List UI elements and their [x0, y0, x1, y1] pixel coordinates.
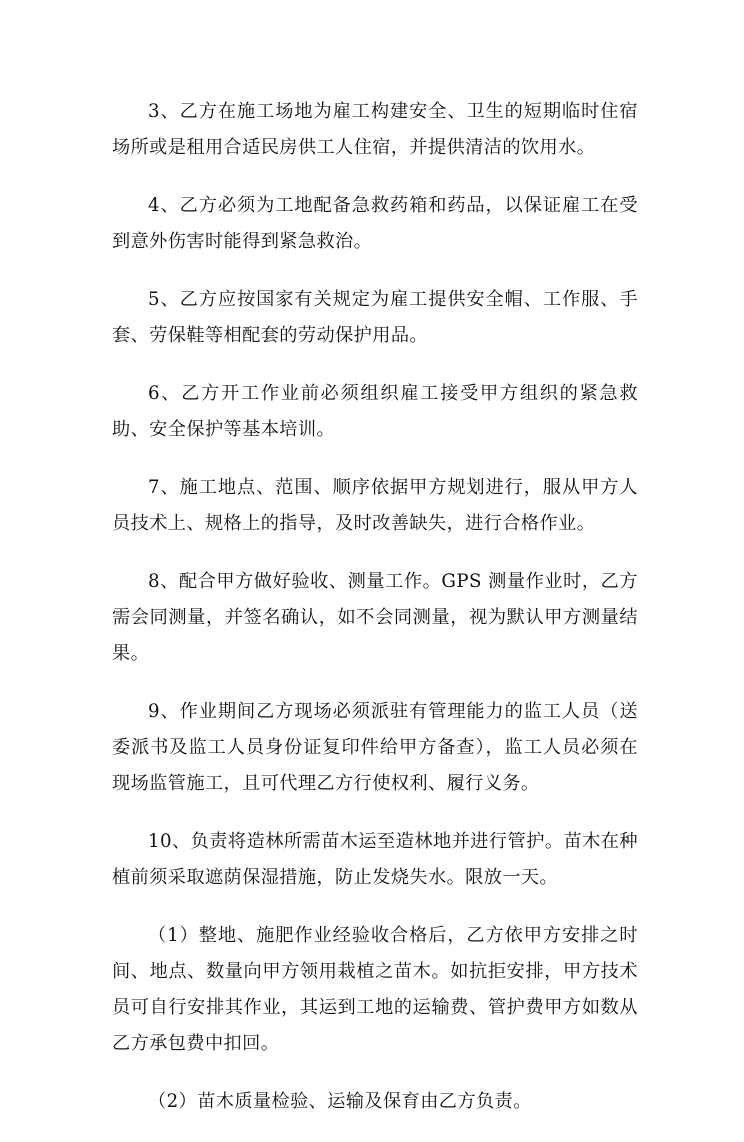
paragraph-item-6: 6、乙方开工作业前必须组织雇工接受甲方组织的紧急救助、安全保护等基本培训。 [112, 383, 638, 440]
paragraph-item-7: 7、施工地点、范围、顺序依据甲方规划进行，服从甲方人员技术上、规格上的指导，及时改善缺失，进行合格作业。 [112, 477, 638, 534]
paragraph-item-9: 9、作业期间乙方现场必须派驻有管理能力的监工人员（送委派书及监工人员身份证复印件给甲方备查），监工人员必须在现场监管施工，且可代理乙方行使权利、履行义务。 [112, 701, 638, 794]
paragraph-subitem-2: （2）苗木质量检验、运输及保育由乙方负责。 [148, 1091, 532, 1112]
paragraph-item-10: 10、负责将造林所需苗木运至造林地并进行管护。苗木在种植前须采取遮荫保湿措施，防止发烧失水。限放一天。 [112, 831, 638, 888]
paragraph-item-4: 4、乙方必须为工地配备急救药箱和药品，以保证雇工在受到意外伤害时能得到紧急救治。 [112, 195, 638, 252]
document-body [112, 94, 638, 1142]
paragraph-subitem-1: （1）整地、施肥作业经验收合格后，乙方依甲方安排之时间、地点、数量向甲方领用栽植之苗木。如抗拒安排，甲方技术员可自行安排其作业，其运到工地的运输费、管护费甲方如数从乙方承包费中扣回。 [112, 925, 638, 1054]
paragraph-item-3: 3、乙方在施工场地为雇工构建安全、卫生的短期临时住宿场所或是租用合适民房供工人住宿，并提供清洁的饮用水。 [112, 101, 638, 158]
paragraph-item-5: 5、乙方应按国家有关规定为雇工提供安全帽、工作服、手套、劳保鞋等相配套的劳动保护用品。 [112, 289, 638, 346]
paragraph-item-8: 8、配合甲方做好验收、测量工作。GPS 测量作业时，乙方需会同测量，并签名确认，如不会同测量，视为默认甲方测量结果。 [112, 571, 638, 664]
